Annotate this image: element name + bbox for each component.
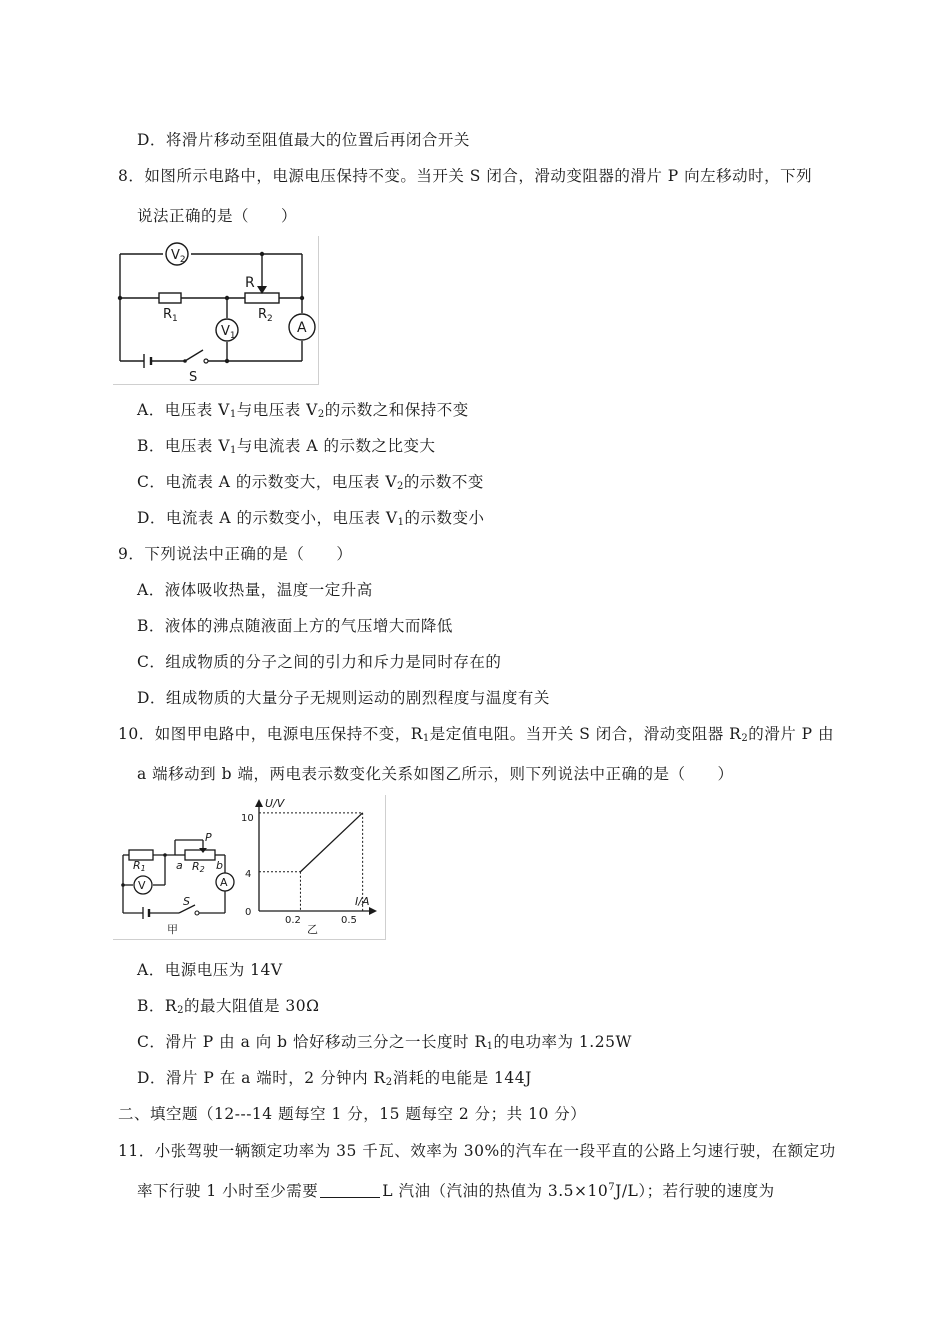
q10-voltmeter-label: V xyxy=(138,879,146,892)
q11-stem-line1: 11．小张驾驶一辆额定功率为 35 千瓦、效率为 30%的汽车在一段平直的公路上匀速行驶，在额定功 xyxy=(118,1142,836,1160)
q8-option-a: A．电压表 $V_1$与电压表 $V_2$的示数之和保持不变 xyxy=(137,401,469,420)
q10-option-c: C．滑片 P 由 a 向 b 恰好移动三分之一长度时 $R_1$的电功率为 1.25W xyxy=(137,1033,632,1052)
q9-option-d: D．组成物质的大量分子无规则运动的剧烈程度与温度有关 xyxy=(137,689,550,707)
q8-r2-label: $R_2$ xyxy=(258,307,273,324)
q10-option-d: D．滑片 P 在 a 端时，2 分钟内 $R_2$消耗的电能是 144J xyxy=(137,1069,532,1088)
q8-stem-line1: 8．如图所示电路中，电源电压保持不变。当开关 S 闭合，滑动变阻器的滑片 P 向左移动时，下列 xyxy=(118,167,813,185)
q10-r2-label: R2 xyxy=(192,860,205,874)
q10-option-b: B．$R_2$的最大阻值是 30Ω xyxy=(137,997,320,1016)
q8-option-d: D．电流表 A 的示数变小，电压表 $V_1$的示数变小 xyxy=(137,509,485,528)
q8-r1-label: $R_1$ xyxy=(163,307,178,324)
q11-stem-line2: 率下行驶 1 小时至少需要 L 汽油（汽油的热值为 $3.5\times 10^7J/L$）；若行驶的速度为 xyxy=(137,1182,775,1200)
q10-b-end-label: b xyxy=(216,859,223,872)
chart-y-tick-0: 0 xyxy=(245,907,252,918)
q10-p-label: P xyxy=(205,831,212,844)
q10-ui-graph xyxy=(235,795,385,940)
q10-figure-caption-jia: 甲 xyxy=(167,923,178,936)
chart-y-tick-4: 4 xyxy=(245,869,252,880)
q8-v2-label: $V_2$ xyxy=(171,248,186,265)
q7-option-d: D．将滑片移动至阻值最大的位置后再闭合开关 xyxy=(137,131,470,149)
q10-stem-line1: 10．如图甲电路中，电源电压保持不变，$R_1$是定值电阻。当开关 S 闭合，滑动变阻器 $R_2$的滑片 P 由 xyxy=(118,725,835,744)
q10-a-end-label: a xyxy=(176,859,183,872)
q9-option-c: C．组成物质的分子之间的引力和斥力是同时存在的 xyxy=(137,653,502,671)
q11-answer-blank[interactable] xyxy=(320,1183,380,1198)
q10-circuit-diagram xyxy=(113,795,238,940)
chart-series-1-segment xyxy=(300,813,362,872)
q8-ammeter-label: A xyxy=(297,320,307,336)
chart-y-axis-label: U/V xyxy=(265,797,285,810)
q9-option-b: B．液体的沸点随液面上方的气压增大而降低 xyxy=(137,617,453,635)
q8-switch-label: S xyxy=(189,370,198,385)
q8-r-label: R xyxy=(245,275,255,291)
chart-x-tick-0.2: 0.2 xyxy=(285,915,301,926)
chart-x-axis-label: I/A xyxy=(355,895,370,908)
q9-stem: 9．下列说法中正确的是（ ） xyxy=(118,545,353,563)
q10-stem-line2: a 端移动到 b 端，两电表示数变化关系如图乙所示，则下列说法中正确的是（ ） xyxy=(137,765,734,783)
chart-x-tick-0.5: 0.5 xyxy=(341,915,357,926)
q10-switch-label: S xyxy=(183,895,190,908)
chart-series-group xyxy=(259,813,363,911)
q10-r1-label: R1 xyxy=(133,859,146,873)
q10-figure-caption-yi: 乙 xyxy=(307,923,318,936)
q8-option-b: B．电压表 $V_1$与电流表 A 的示数之比变大 xyxy=(137,437,436,456)
q8-circuit-diagram xyxy=(113,236,323,386)
q8-v1-label: $V_1$ xyxy=(221,324,236,341)
q10-ammeter-label: A xyxy=(220,876,228,889)
q9-option-a: A．液体吸收热量，温度一定升高 xyxy=(137,581,373,599)
q10-option-a: A．电源电压为 14V xyxy=(137,961,283,979)
q8-option-c: C．电流表 A 的示数变大，电压表 $V_2$的示数不变 xyxy=(137,473,484,492)
q8-stem-line2: 说法正确的是（ ） xyxy=(137,207,298,225)
chart-y-tick-10: 10 xyxy=(241,813,254,824)
section-2-title: 二、填空题（12---14 题每空 1 分，15 题每空 2 分；共 10 分） xyxy=(118,1105,587,1123)
